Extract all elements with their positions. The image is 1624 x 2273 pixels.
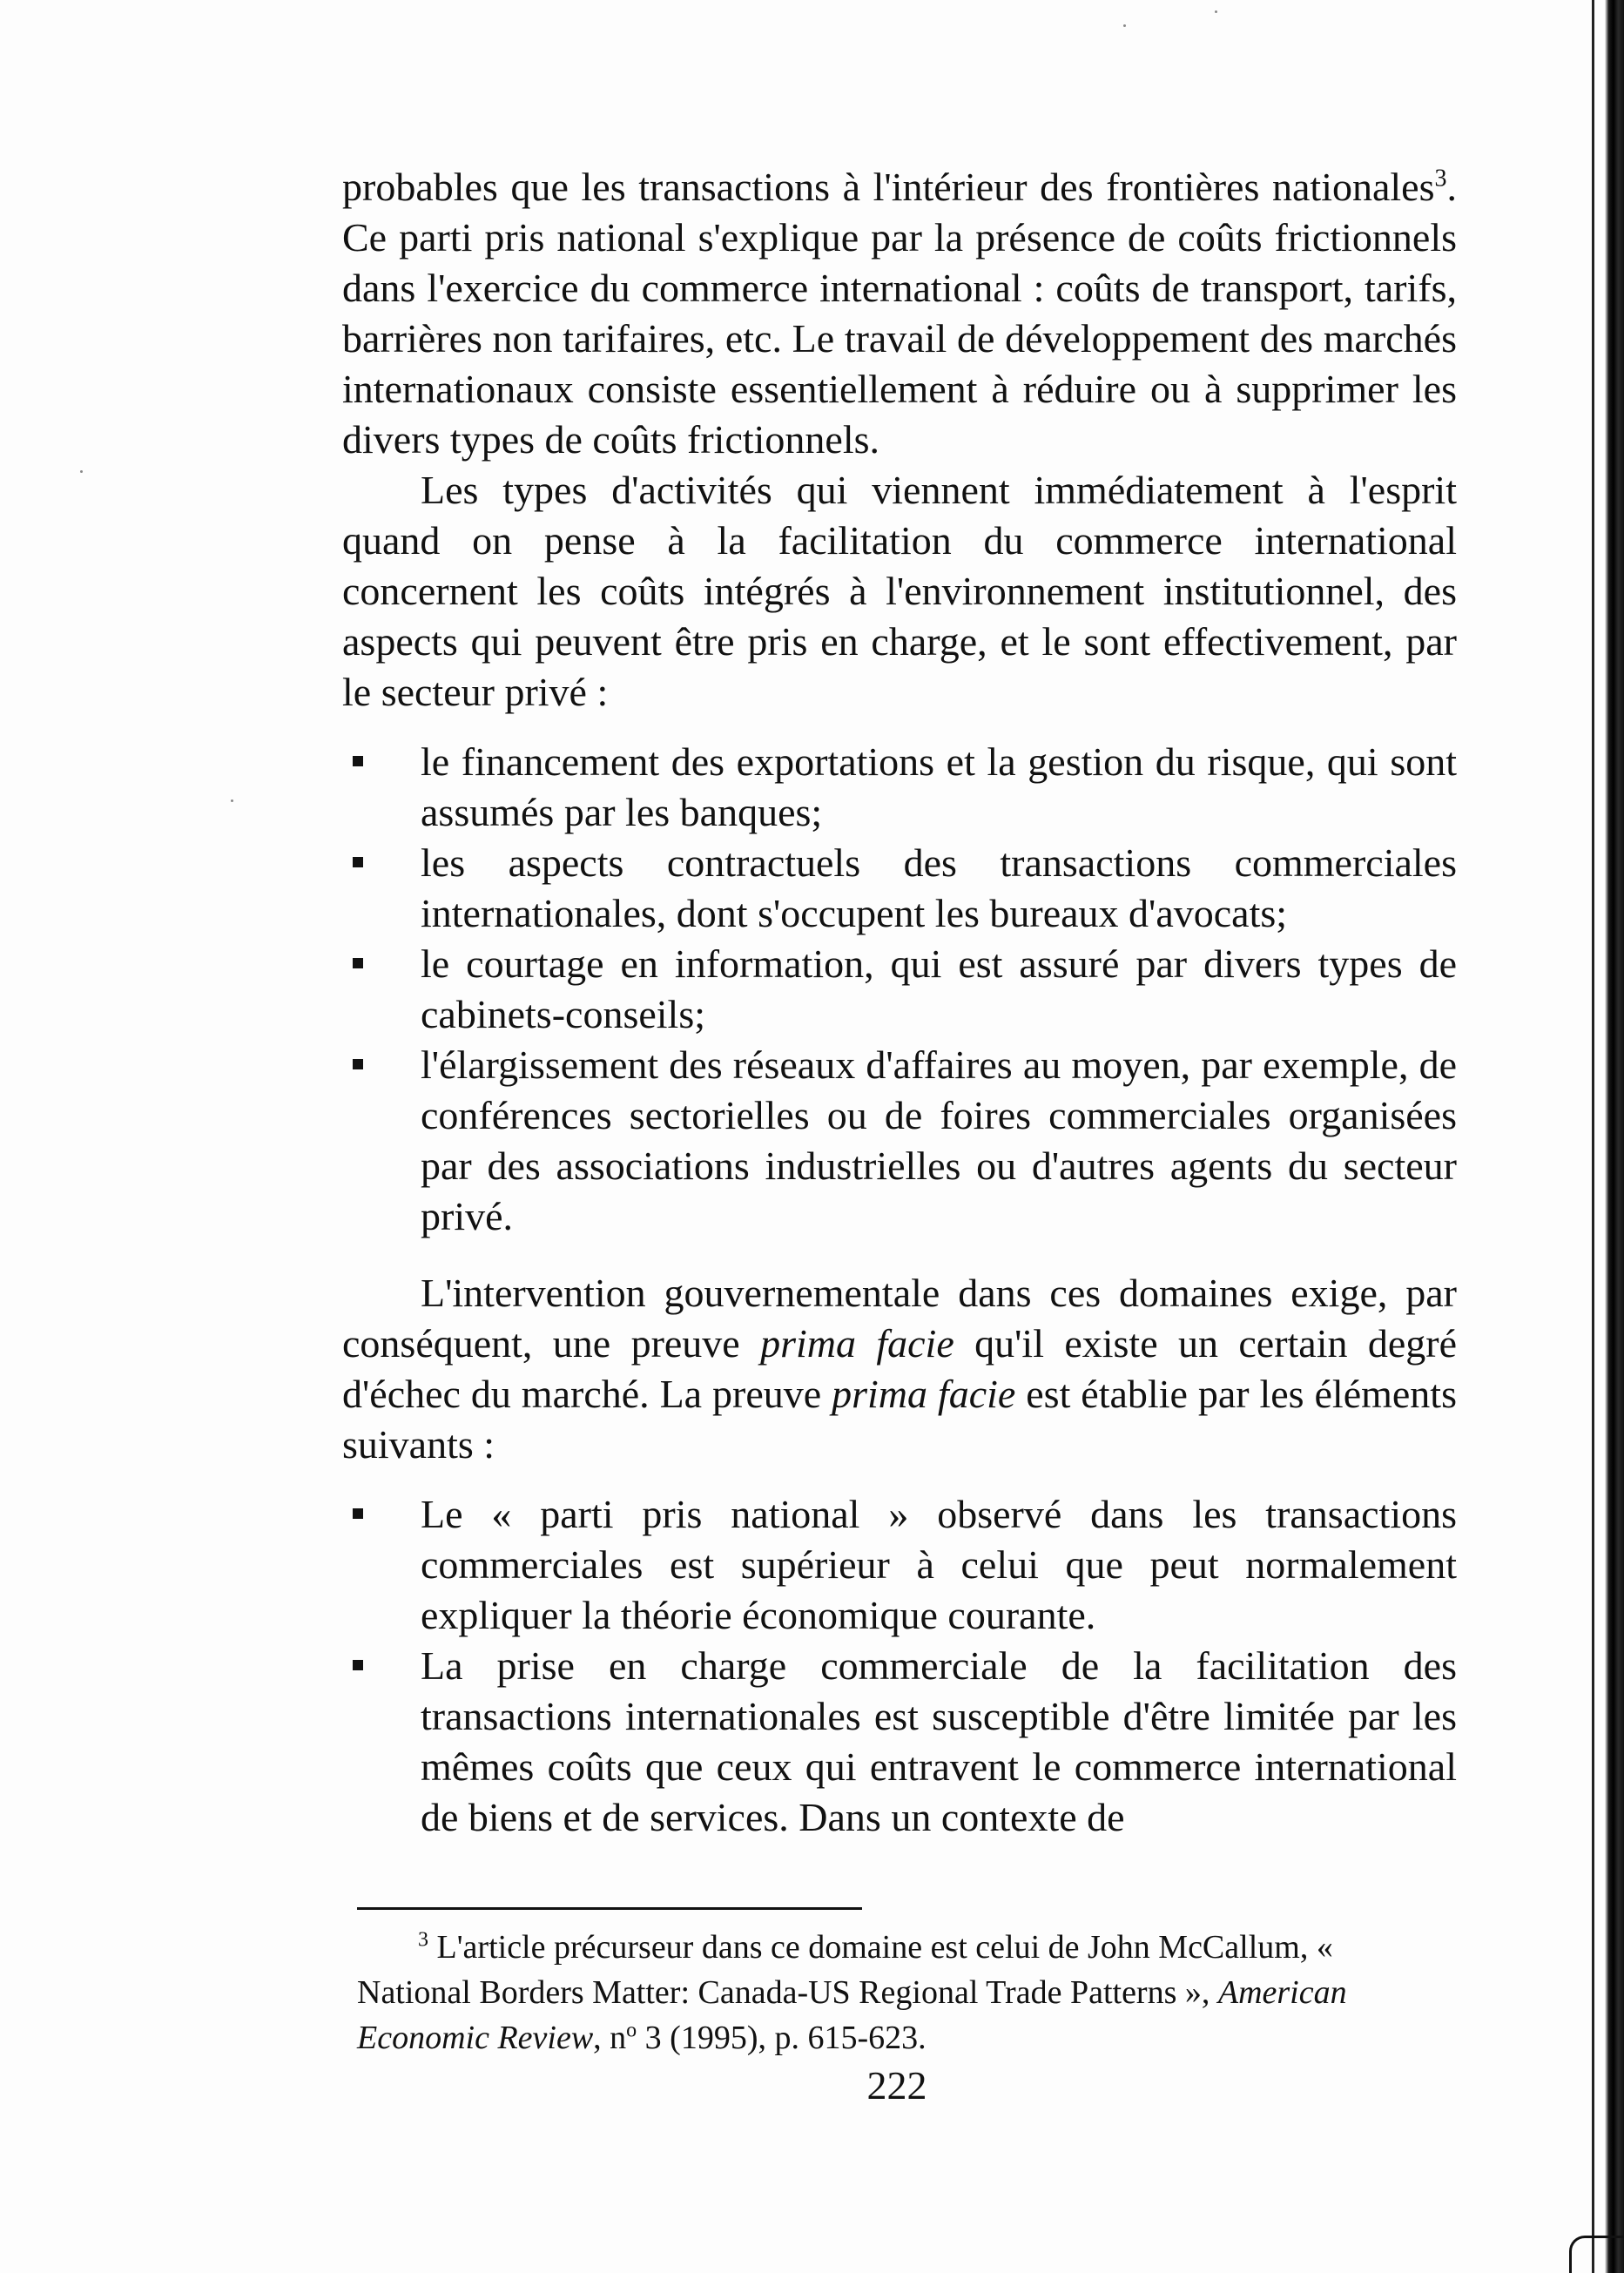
footnote-reference: 3 bbox=[1434, 165, 1447, 192]
bullet-list-1 bbox=[342, 737, 1457, 1242]
binding-shadow-line bbox=[1592, 0, 1594, 2273]
footnote bbox=[357, 1925, 1445, 2061]
list-item bbox=[342, 1489, 1457, 1641]
paragraph-1-end: . Ce parti pris national s'explique par la présence de coûts frictionnels dans l'exercice du commerce international : coûts de transport, tarifs, barrières non tarifaires, etc. Le travail de développement des marchés internationaux consiste essentiellement à réduire ou à supprimer les divers types de coûts frictionnels. bbox=[342, 165, 1457, 462]
paragraph-3-part-2: qu'il existe un certain degré d'échec du marché. La preuve bbox=[342, 1321, 1457, 1416]
italic-prima-facie-2: prima facie bbox=[832, 1372, 1016, 1416]
list-item bbox=[342, 737, 1457, 838]
footnote-separator bbox=[357, 1907, 862, 1910]
square-bullet-icon bbox=[353, 1660, 363, 1670]
footnote-body: L'article précurseur dans ce domaine est celui de John McCallum, « National Borders Matter: Canada-US Regional Trade Patterns », bbox=[357, 1929, 1333, 2011]
list-item-text: La prise en charge commerciale de la facilitation des transactions internationales est susceptible d'être limitée par les mêmes coûts que ceux qui entravent le commerce international de biens et de services. Dans un contexte de bbox=[421, 1643, 1457, 1839]
square-bullet-icon bbox=[353, 958, 363, 968]
footnote-number: 3 bbox=[418, 1928, 428, 1952]
scan-speck bbox=[231, 799, 233, 802]
list-item-text: l'élargissement des réseaux d'affaires au moyen, par exemple, de conférences sectorielles ou de foires commerciales organisées par des associations industrielles ou d'autres agents du secteur privé. bbox=[421, 1042, 1457, 1238]
list-item bbox=[342, 838, 1457, 939]
bullet-list-2 bbox=[342, 1489, 1457, 1843]
list-item bbox=[342, 939, 1457, 1040]
square-bullet-icon bbox=[353, 857, 363, 867]
italic-prima-facie-1: prima facie bbox=[760, 1321, 954, 1366]
square-bullet-icon bbox=[353, 1059, 363, 1069]
page-number: 222 bbox=[866, 2063, 927, 2108]
footnote-text bbox=[357, 1925, 1445, 2061]
square-bullet-icon bbox=[353, 756, 363, 766]
list-item-text: le courtage en information, qui est assuré par divers types de cabinets-conseils; bbox=[421, 941, 1457, 1036]
paragraph-3 bbox=[342, 1268, 1457, 1470]
square-bullet-icon bbox=[353, 1508, 363, 1519]
scan-speck bbox=[80, 470, 83, 473]
paragraph-3-part-3: est établie par les éléments suivants : bbox=[342, 1372, 1457, 1467]
book-binding-edge bbox=[1605, 0, 1624, 2273]
footnote-journal: American Economic Review bbox=[357, 1974, 1347, 2056]
list-item bbox=[342, 1040, 1457, 1242]
footnote-citation-end: 3 (1995), p. 615-623. bbox=[637, 2020, 927, 2056]
binding-corner bbox=[1569, 2236, 1624, 2273]
paragraph-1 bbox=[342, 162, 1457, 465]
paragraph-3-part-1: L'intervention gouvernementale dans ces domaines exige, par conséquent, une preuve bbox=[342, 1271, 1457, 1366]
main-text bbox=[342, 162, 1457, 1869]
footnote-issue-prefix: , n bbox=[593, 2020, 627, 2056]
scan-speck bbox=[1215, 10, 1217, 13]
list-item-text: les aspects contractuels des transactions commerciales internationales, dont s'occupent les bureaux d'avocats; bbox=[421, 840, 1457, 935]
scan-speck bbox=[1123, 24, 1126, 27]
list-item bbox=[342, 1641, 1457, 1843]
footnote-issue-sup: o bbox=[626, 2019, 637, 2042]
list-item-text: le financement des exportations et la gestion du risque, qui sont assumés par les banques; bbox=[421, 739, 1457, 834]
paragraph-1-start: probables que les transactions à l'intérieur des frontières nationales bbox=[342, 165, 1435, 209]
paragraph-2: Les types d'activités qui viennent immédiatement à l'esprit quand on pense à la facilitation du commerce international concernent les coûts intégrés à l'environnement institutionnel, des aspects qui peuvent être pris en charge, et le sont effectivement, par le secteur privé : bbox=[342, 468, 1457, 714]
list-item-text: Le « parti pris national » observé dans les transactions commerciales est supérieur à celui que peut normalement expliquer la théorie économique courante. bbox=[421, 1492, 1457, 1637]
